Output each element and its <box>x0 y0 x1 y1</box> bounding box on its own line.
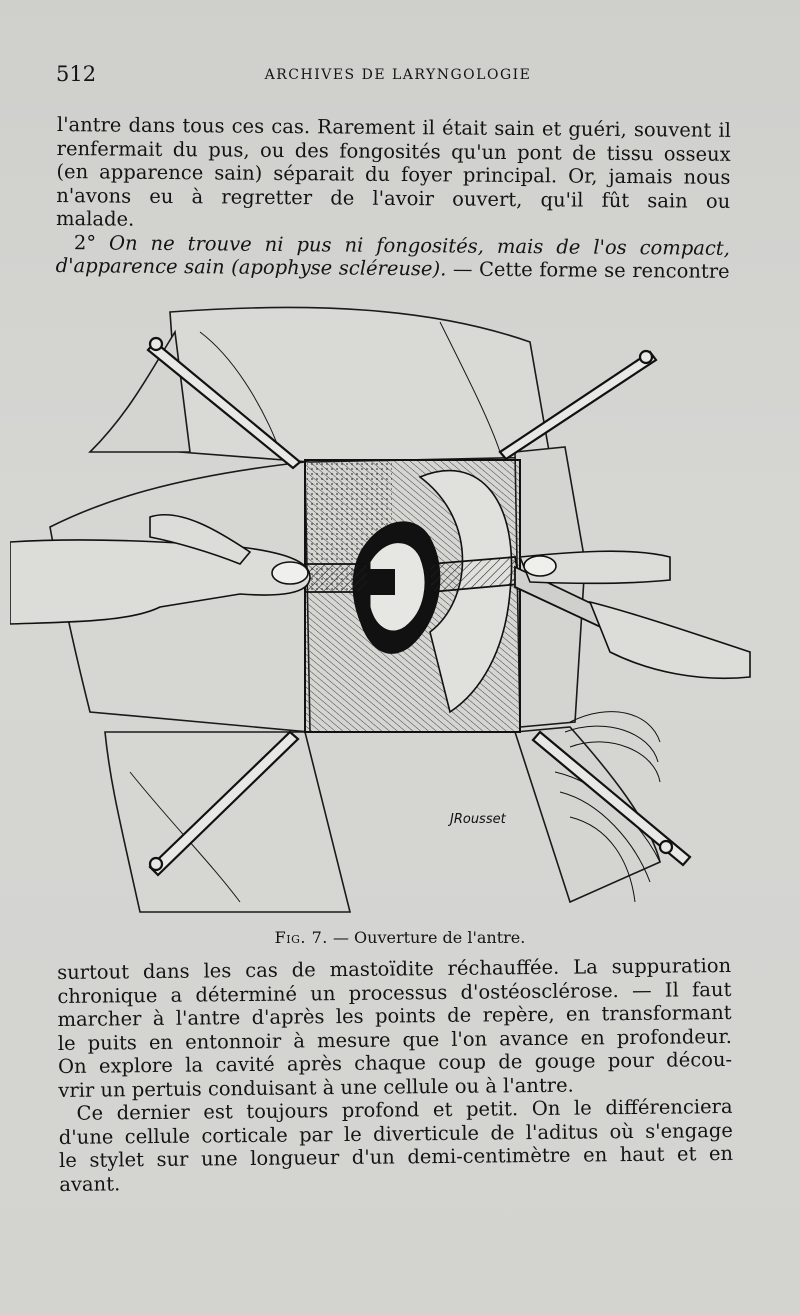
text-line: chronique a déterminé un processus d'ostéosclérose. — Il faut <box>57 977 732 1008</box>
bottom-paragraphs <box>57 954 733 1196</box>
section-tail: — Cette forme se rencontre <box>452 257 730 283</box>
text-line: vrir un pertuis conduisant à une cellule ou à l'antre. <box>58 1073 574 1102</box>
top-paragraphs <box>56 113 731 283</box>
text-line: marcher à l'antre d'après les points de repère, en transformant <box>57 1000 732 1031</box>
text-line: malade. <box>55 206 135 231</box>
figure-label: Fig. 7. <box>274 928 328 947</box>
section-heading-italic-2: d'apparence sain (apophyse scléreuse). <box>55 253 447 281</box>
running-title: ARCHIVES DE LARYNGOLOGIE <box>264 67 532 83</box>
section-2-line-2 <box>56 254 730 283</box>
text-line: d'une cellule corticale par le diverticule de l'aditus où s'engage <box>58 1118 733 1149</box>
text-line: n'avons eu à regretter de l'avoir ouvert, qu'il fût sain ou <box>56 183 731 213</box>
page-header <box>56 62 740 92</box>
text-line: Ce dernier est toujours profond et petit. On le différenciera <box>76 1094 733 1125</box>
figure-caption <box>0 928 800 947</box>
page-number: 512 <box>56 62 97 86</box>
text-line: avant. <box>59 1171 121 1196</box>
section-number: 2° <box>73 230 97 254</box>
text-line: surtout dans les cas de mastoïdite réchauffée. La suppuration <box>57 953 732 984</box>
text-line: le stylet sur une longueur d'un demi-centimètre en haut et en <box>58 1141 734 1172</box>
section-heading-italic: On ne trouve ni pus ni fongosités, mais de l'os compact, <box>108 230 730 260</box>
antrum-opening <box>367 569 395 595</box>
text-line: On explore la cavité après chaque coup de gouge pour décou- <box>57 1047 733 1078</box>
text-line: le puits en entonnoir à mesure que l'on avance en profondeur. <box>57 1024 732 1055</box>
figure-caption-text: — Ouverture de l'antre. <box>332 928 526 947</box>
artist-signature: JRousset <box>450 812 506 827</box>
text-line: (en apparence sain) séparait du foyer principal. Or, jamais nous <box>56 159 731 189</box>
text-line: l'antre dans tous ces cas. Rarement il était sain et guéri, souvent il <box>56 113 731 142</box>
text-line: renfermait du pus, ou des fongosités qu'un pont de tissu osseux <box>56 136 731 166</box>
surgical-illustration <box>10 302 788 917</box>
illustration-svg <box>10 302 788 917</box>
